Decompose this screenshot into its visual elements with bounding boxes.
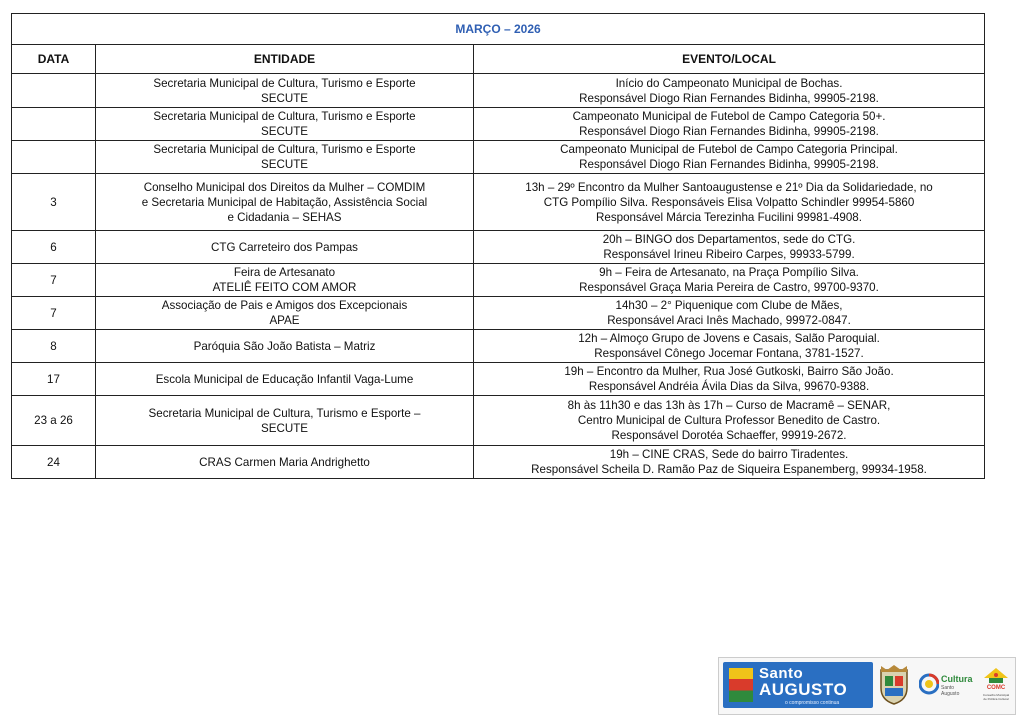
cell-entidade <box>96 108 474 141</box>
evento-line: Responsável Dorotéa Schaeffer, 99919-2672. <box>611 429 847 442</box>
entidade-line: Associação de Pais e Amigos dos Excepcionais <box>161 299 408 312</box>
entidade-line: SECUTE <box>260 125 309 138</box>
entidade-line: ATELIÊ FEITO COM AMOR <box>212 281 357 294</box>
cell-evento <box>474 264 985 297</box>
cell-date: 7 <box>12 297 96 330</box>
cell-entidade <box>96 330 474 363</box>
evento-line: Responsável Araci Inês Machado, 99972-0847. <box>607 314 851 327</box>
evento-line: Início do Campeonato Municipal de Bochas. <box>615 76 843 90</box>
cell-evento <box>474 108 985 141</box>
cell-evento <box>474 446 985 479</box>
evento-line: 19h – Encontro da Mulher, Rua José Gutkoski, Bairro São João. <box>564 365 894 378</box>
cell-entidade <box>96 74 474 108</box>
header-row <box>12 45 985 74</box>
cell-evento <box>474 141 985 174</box>
table-body <box>12 74 985 479</box>
evento-line: Responsável Irineu Ribeiro Carpes, 99933-5799. <box>603 248 855 261</box>
evento-line: Campeonato Municipal de Futebol de Campo Categoria 50+. <box>572 110 886 123</box>
table-row <box>12 74 985 108</box>
entidade-line: CTG Carreteiro dos Pampas <box>211 240 358 254</box>
cell-entidade <box>96 446 474 479</box>
evento-line: Centro Municipal de Cultura Professor Benedito de Castro. <box>577 414 881 427</box>
entidade-line: e Secretaria Municipal de Habitação, Assistência Social <box>141 195 428 209</box>
flag-icon <box>729 668 753 702</box>
comc-logo <box>981 666 1011 708</box>
cell-evento <box>474 174 985 231</box>
entidade-line: Secretaria Municipal de Cultura, Turismo e Esporte – <box>148 406 421 420</box>
santo-augusto-logo <box>723 662 873 708</box>
entidade-line: APAE <box>269 314 300 327</box>
evento-line: 14h30 – 2° Piquenique com Clube de Mães, <box>615 299 843 312</box>
evento-line: Responsável Graça Maria Pereira de Castro, 99700-9370. <box>579 281 879 294</box>
logo-line2: AUGUSTO <box>759 680 848 699</box>
cell-evento <box>474 330 985 363</box>
evento-line: Campeonato Municipal de Futebol de Campo Categoria Principal. <box>560 143 898 156</box>
entidade-line: SECUTE <box>260 158 309 171</box>
evento-line: Responsável Márcia Terezinha Fucilini 99981-4908. <box>596 210 862 224</box>
title-row <box>12 14 985 45</box>
cell-date: 8 <box>12 330 96 363</box>
cultura-swirl-icon <box>919 672 939 696</box>
cell-evento <box>474 396 985 446</box>
table-row <box>12 363 985 396</box>
evento-line: 19h – CINE CRAS, Sede do bairro Tiradentes. <box>609 448 849 461</box>
evento-line: Responsável Cônego Jocemar Fontana, 3781-1527. <box>594 347 864 360</box>
month-title: MARÇO – 2026 <box>12 14 985 45</box>
entidade-line: CRAS Carmen Maria Andrighetto <box>199 455 370 469</box>
cell-entidade <box>96 174 474 231</box>
cell-date: 23 a 26 <box>12 396 96 446</box>
logo-line1: Santo <box>759 665 804 682</box>
entidade-line: SECUTE <box>260 91 309 105</box>
comc-sub: Conselho Municipal de Política Cultural <box>982 693 1010 701</box>
entidade-line: SECUTE <box>260 421 309 435</box>
cell-date: 7 <box>12 264 96 297</box>
table-row <box>12 174 985 231</box>
table-row <box>12 330 985 363</box>
cell-date <box>12 141 96 174</box>
cell-date: 6 <box>12 231 96 264</box>
col-header-entidade: ENTIDADE <box>96 45 474 74</box>
evento-line: 9h – Feira de Artesanato, na Praça Pompílio Silva. <box>599 266 859 279</box>
cultura-logo <box>919 672 973 700</box>
evento-line: Responsável Andréia Ávila Dias da Silva, 99670-9388. <box>588 380 870 393</box>
entidade-line: Secretaria Municipal de Cultura, Turismo e Esporte <box>153 76 416 90</box>
cell-date: 3 <box>12 174 96 231</box>
cell-date: 17 <box>12 363 96 396</box>
cell-entidade <box>96 363 474 396</box>
cell-entidade <box>96 396 474 446</box>
table-row <box>12 231 985 264</box>
evento-line: 12h – Almoço Grupo de Jovens e Casais, Salão Paroquial. <box>578 332 880 345</box>
table-row <box>12 264 985 297</box>
evento-line: Responsável Diogo Rian Fernandes Bidinha, 99905-2198. <box>579 125 879 138</box>
table-row <box>12 297 985 330</box>
evento-line: Responsável Scheila D. Ramão Paz de Siqueira Espanemberg, 99934-1958. <box>531 463 927 476</box>
cell-evento <box>474 231 985 264</box>
table-row <box>12 108 985 141</box>
entidade-line: Secretaria Municipal de Cultura, Turismo e Esporte <box>153 143 416 156</box>
footer-logos <box>718 657 1016 715</box>
evento-line: 20h – BINGO dos Departamentos, sede do CTG. <box>602 233 856 246</box>
entidade-line: Paróquia São João Batista – Matriz <box>193 339 376 353</box>
cell-entidade <box>96 264 474 297</box>
evento-line: 13h – 29º Encontro da Mulher Santoaugustense e 21º Dia da Solidariedade, no <box>525 180 933 194</box>
cultura-sub: Santo Augusto <box>941 685 960 697</box>
col-header-data: DATA <box>12 45 96 74</box>
evento-line: CTG Pompílio Silva. Responsáveis Elisa Volpatto Schindler 99954-5860 <box>543 195 915 209</box>
col-header-evento: EVENTO/LOCAL <box>474 45 985 74</box>
cell-entidade <box>96 231 474 264</box>
evento-line: Responsável Diogo Rian Fernandes Bidinha, 99905-2198. <box>579 158 879 171</box>
table-row <box>12 141 985 174</box>
cell-evento <box>474 363 985 396</box>
cell-entidade <box>96 297 474 330</box>
cell-entidade <box>96 141 474 174</box>
evento-line: Responsável Diogo Rian Fernandes Bidinha, 99905-2198. <box>579 91 879 105</box>
agenda-table <box>11 13 985 479</box>
cultura-title: Cultura <box>941 674 973 684</box>
cell-evento <box>474 297 985 330</box>
table-row <box>12 446 985 479</box>
cell-date <box>12 108 96 141</box>
comc-title: COMC <box>986 685 1006 691</box>
entidade-line: Secretaria Municipal de Cultura, Turismo e Esporte <box>153 110 416 123</box>
entidade-line: e Cidadania – SEHAS <box>227 210 342 224</box>
evento-line: 8h às 11h30 e das 13h às 17h – Curso de Macramê – SENAR, <box>567 399 891 412</box>
cell-date <box>12 74 96 108</box>
municipal-crest-icon <box>877 664 911 706</box>
logo-sub: o compromisso continua <box>785 700 840 706</box>
entidade-line: Escola Municipal de Educação Infantil Vaga-Lume <box>155 372 414 386</box>
cell-evento <box>474 74 985 108</box>
cell-date: 24 <box>12 446 96 479</box>
comc-house-icon <box>981 666 1011 684</box>
table-row <box>12 396 985 446</box>
entidade-line: Conselho Municipal dos Direitos da Mulher – COMDIM <box>143 180 426 194</box>
entidade-line: Feira de Artesanato <box>233 266 336 279</box>
